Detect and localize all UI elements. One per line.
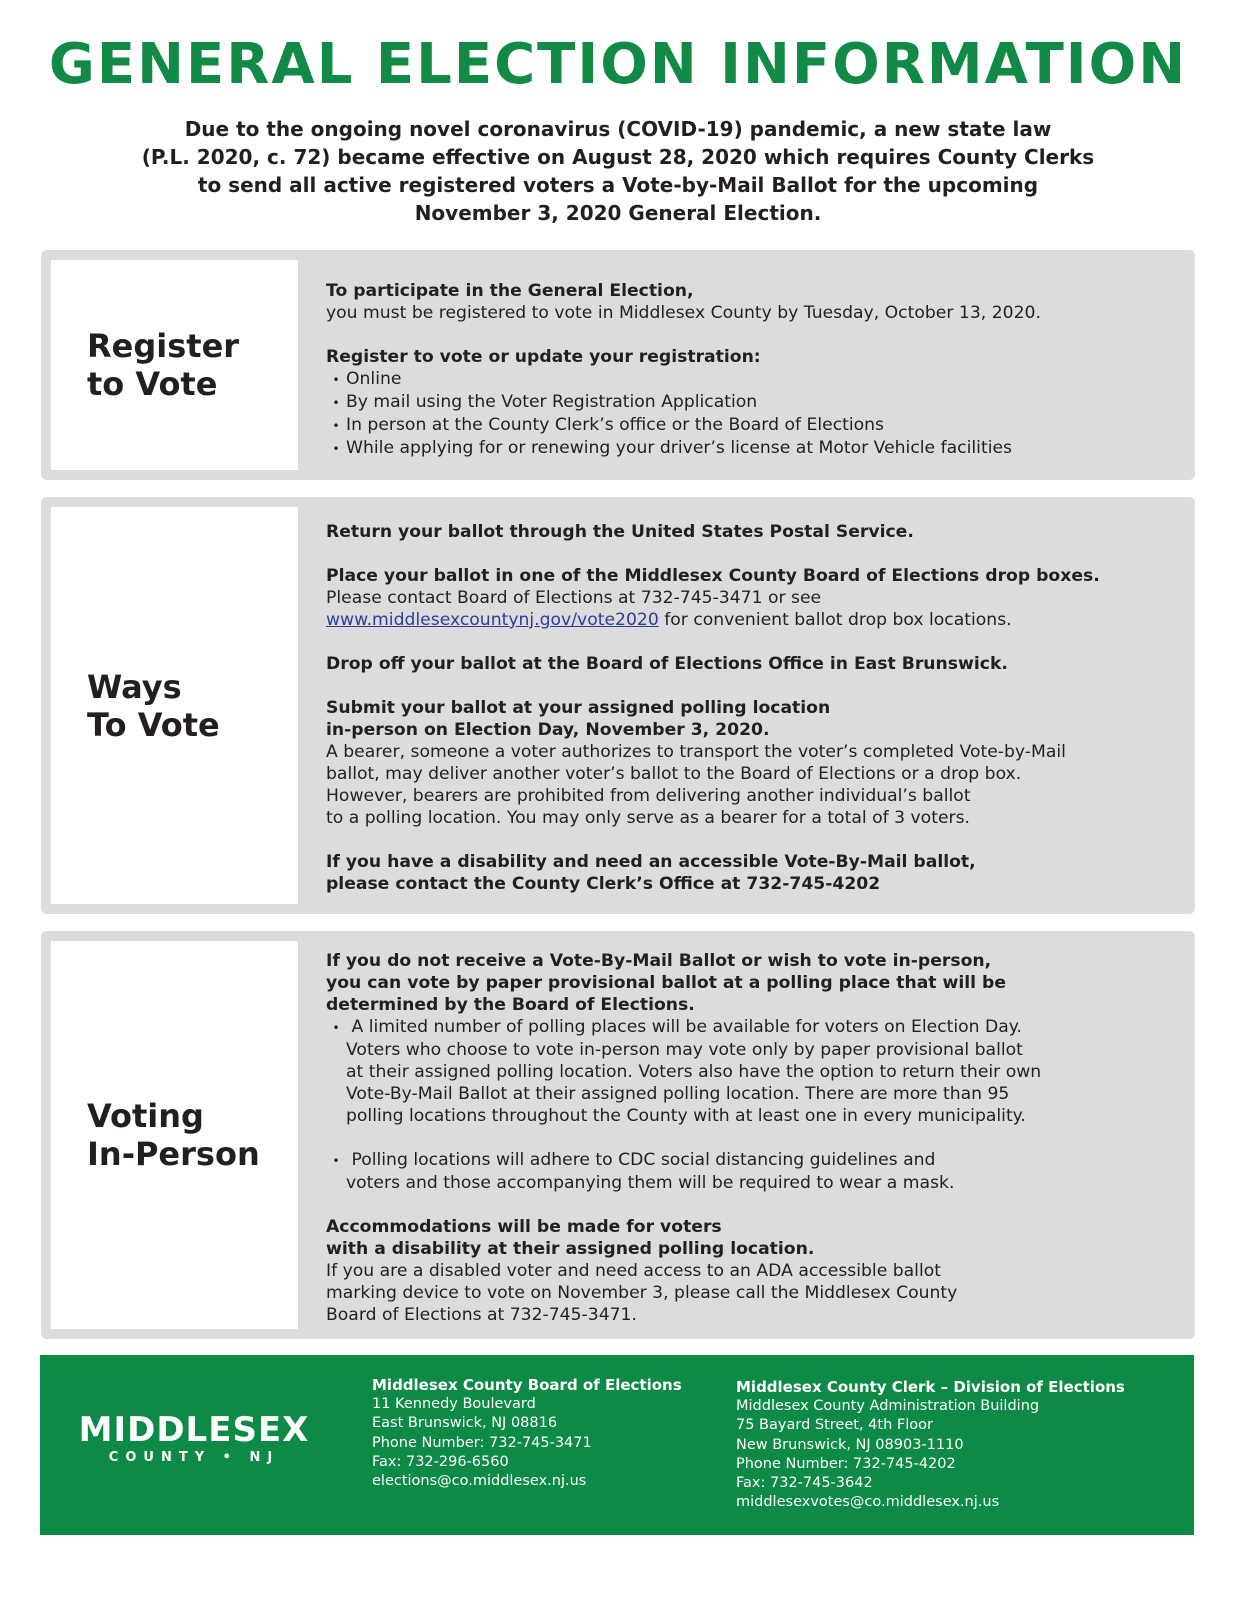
board-email[interactable]: elections@co.middlesex.nj.us <box>372 1473 587 1490</box>
bullet-line: polling locations throughout the County with at least one in every municipality. <box>346 1106 1026 1126</box>
intro-line: to send all active registered voters a Vote-by-Mail Ballot for the upcoming <box>197 173 1039 197</box>
bearer-line: A bearer, someone a voter authorizes to transport the voter’s completed Vote-by-Mail <box>326 742 1066 762</box>
list-item: • Online <box>326 368 1177 391</box>
accommodation-heading-line: with a disability at their assigned polling location. <box>326 1239 815 1259</box>
clerk-address-line: Middlesex County Administration Building <box>736 1398 1040 1415</box>
bearer-line: to a polling location. You may only serve as a bearer for a total of 3 voters. <box>326 808 971 828</box>
clerk-phone: Phone Number: 732-745-4202 <box>736 1455 956 1472</box>
footer <box>40 1355 1194 1535</box>
bullet-line: Vote-By-Mail Ballot at their assigned polling location. There are more than 95 <box>346 1084 1010 1104</box>
clerk-email[interactable]: middlesexvotes@co.middlesex.nj.us <box>736 1494 1000 1511</box>
logo-subtitle: COUNTY • NJ <box>108 1450 280 1465</box>
page-title: GENERAL ELECTION INFORMATION <box>48 32 1188 97</box>
disability-line: please contact the County Clerk’s Office at 732-745-4202 <box>326 874 881 894</box>
inperson-intro-line: you can vote by paper provisional ballot at a polling place that will be <box>326 973 1006 993</box>
list-item: • In person at the County Clerk’s office or the Board of Elections <box>326 414 1177 437</box>
inperson-label-box <box>51 941 298 1329</box>
board-contact <box>372 1376 682 1491</box>
clerk-contact <box>736 1378 1125 1512</box>
register-methods-heading: Register to vote or update your registration: <box>326 347 761 367</box>
submit-heading-line: Submit your ballot at your assigned polling location <box>326 698 831 718</box>
bullet-line: A limited number of polling places will be available for voters on Election Day. <box>351 1017 1022 1037</box>
board-name: Middlesex County Board of Elections <box>372 1376 682 1394</box>
ways-label-box <box>51 507 298 904</box>
list-item <box>326 1149 1177 1194</box>
register-label: Register to Vote <box>87 327 240 403</box>
clerk-name: Middlesex County Clerk – Division of Elections <box>736 1378 1125 1396</box>
accommodation-line: If you are a disabled voter and need access to an ADA accessible ballot <box>326 1261 941 1281</box>
usps-text: Return your ballot through the United States Postal Service. <box>326 522 914 542</box>
board-address-line: 11 Kennedy Boulevard <box>372 1396 536 1413</box>
clerk-address-line: 75 Bayard Street, 4th Floor <box>736 1417 933 1434</box>
submit-heading-line: in-person on Election Day, November 3, 2020. <box>326 720 770 740</box>
vote2020-link[interactable]: www.middlesexcountynj.gov/vote2020 <box>326 610 659 630</box>
register-deadline-text: you must be registered to vote in Middlesex County by Tuesday, October 13, 2020. <box>326 303 1041 323</box>
ways-section <box>41 497 1195 914</box>
clerk-fax: Fax: 732-745-3642 <box>736 1475 873 1492</box>
register-content <box>326 280 1177 460</box>
ways-label: Ways To Vote <box>87 667 220 744</box>
ways-content <box>326 521 1177 895</box>
bullet-line: Voters who choose to vote in-person may vote only by paper provisional ballot <box>346 1040 1023 1060</box>
dropbox-link-tail: for convenient ballot drop box locations. <box>658 610 1012 630</box>
dropbox-link-line <box>326 609 1177 631</box>
board-address-line: East Brunswick, NJ 08816 <box>372 1415 558 1432</box>
board-phone: Phone Number: 732-745-3471 <box>372 1434 592 1451</box>
logo-wordmark: MIDDLESEX <box>78 1410 310 1450</box>
inperson-intro-line: If you do not receive a Vote-By-Mail Ballot or wish to vote in-person, <box>326 951 992 971</box>
inperson-content <box>326 950 1177 1326</box>
register-deadline-heading: To participate in the General Election, <box>326 281 694 301</box>
bearer-line: However, bearers are prohibited from delivering another individual’s ballot <box>326 786 971 806</box>
clerk-address-line: New Brunswick, NJ 08903-1110 <box>736 1436 964 1453</box>
accommodation-heading-line: Accommodations will be made for voters <box>326 1217 722 1237</box>
accommodation-line: marking device to vote on November 3, please call the Middlesex County <box>326 1283 958 1303</box>
intro-paragraph <box>60 115 1176 227</box>
inperson-label: Voting In-Person <box>87 1097 260 1173</box>
dropbox-contact-text: Please contact Board of Elections at 732-745-3471 or see <box>326 588 822 608</box>
dropoff-text: Drop off your ballot at the Board of Elections Office in East Brunswick. <box>326 654 1008 674</box>
dropbox-heading: Place your ballot in one of the Middlesex County Board of Elections drop boxes. <box>326 566 1100 586</box>
list-item: • While applying for or renewing your driver’s license at Motor Vehicle facilities <box>326 437 1177 460</box>
bearer-line: ballot, may deliver another voter’s ballot to the Board of Elections or a drop box. <box>326 764 1022 784</box>
register-label-box <box>51 260 298 470</box>
intro-line: November 3, 2020 General Election. <box>414 201 822 225</box>
intro-line: Due to the ongoing novel coronavirus (COVID-19) pandemic, a new state law <box>184 117 1052 141</box>
list-item <box>326 1016 1177 1127</box>
inperson-section <box>41 931 1195 1339</box>
bullet-line: at their assigned polling location. Voters also have the option to return their own <box>346 1062 1042 1082</box>
middlesex-logo <box>78 1411 310 1467</box>
accommodation-line: Board of Elections at 732-745-3471. <box>326 1305 637 1325</box>
bullet-line: voters and those accompanying them will be required to wear a mask. <box>346 1173 955 1193</box>
inperson-intro-line: determined by the Board of Elections. <box>326 995 695 1015</box>
intro-line: (P.L. 2020, c. 72) became effective on August 28, 2020 which requires County Clerks <box>141 145 1095 169</box>
register-section <box>41 250 1195 480</box>
list-item: • By mail using the Voter Registration Application <box>326 391 1177 414</box>
board-fax: Fax: 732-296-6560 <box>372 1453 509 1470</box>
disability-line: If you have a disability and need an accessible Vote-By-Mail ballot, <box>326 852 976 872</box>
bullet-line: Polling locations will adhere to CDC social distancing guidelines and <box>351 1150 936 1170</box>
